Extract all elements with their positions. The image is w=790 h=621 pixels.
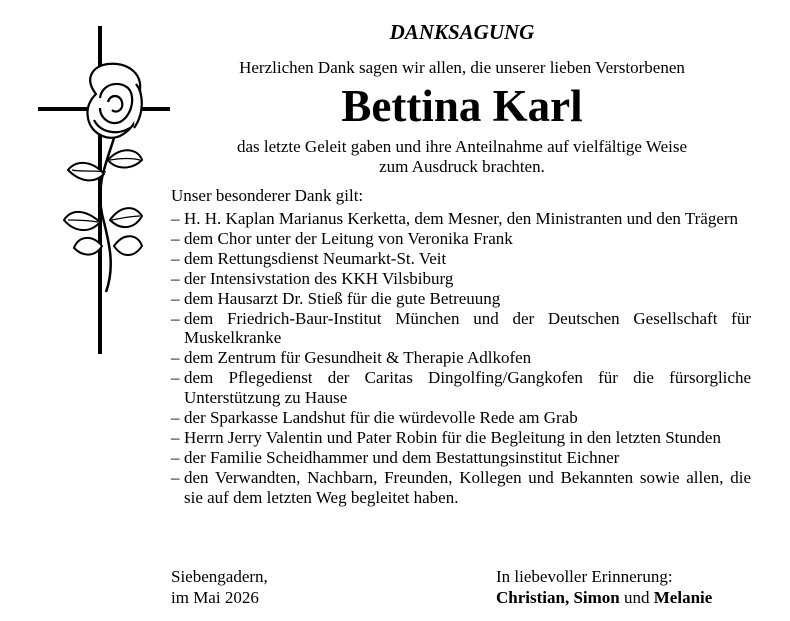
thanks-item: – Herrn Jerry Valentin und Pater Robin für die Begleitung in den letzten Stunden [171, 428, 751, 448]
thanks-item: – dem Chor unter der Leitung von Veronika Frank [171, 229, 751, 249]
place-date [171, 566, 268, 608]
signoff-label: In liebevoller Erinnerung: [496, 567, 673, 586]
subtitle-line-1: das letzte Geleit gaben und ihre Anteilnahme auf vielfältige Weise [236, 137, 688, 156]
deceased-name: Bettina Karl [341, 81, 583, 131]
thanks-item: – dem Pflegedienst der Caritas Dingolfing/Gangkofen für die fürsorgliche Unterstützung zu Hause [171, 368, 751, 408]
thanks-item: – der Sparkasse Landshut für die würdevolle Rede am Grab [171, 408, 751, 428]
notice-heading: DANKSAGUNG [389, 20, 535, 44]
thanks-item: – dem Rettungsdienst Neumarkt-St. Veit [171, 249, 751, 269]
thanks-item: – den Verwandten, Nachbarn, Freunden, Kollegen und Bekannten sowie allen, die sie auf dem letzten Weg begleitet haben. [171, 468, 751, 508]
thanks-item: – dem Zentrum für Gesundheit & Therapie Adlkofen [171, 348, 751, 368]
place: Siebengadern, [171, 567, 268, 586]
subtitle-text [180, 137, 744, 177]
subtitle-line-2: zum Ausdruck brachten. [379, 157, 545, 176]
thanks-item: – dem Hausarzt Dr. Stieß für die gute Betreuung [171, 289, 751, 309]
thanks-item: – der Intensivstation des KKH Vilsbiburg [171, 269, 751, 289]
signoff-and: und [624, 588, 650, 607]
date: im Mai 2026 [171, 588, 259, 607]
intro-line: Herzlichen Dank sagen wir allen, die unserer lieben Verstorbenen [239, 58, 685, 77]
signoff [496, 566, 712, 608]
thanks-intro: Unser besonderer Dank gilt: [171, 186, 364, 205]
thanks-list [171, 209, 751, 508]
thanks-item: – der Familie Scheidhammer und dem Bestattungsinstitut Eichner [171, 448, 751, 468]
thanks-item: – dem Friedrich-Baur-Institut München und der Deutschen Gesellschaft für Muskelkranke [171, 309, 751, 349]
cross-with-rose-icon [36, 24, 171, 354]
thanks-item: – H. H. Kaplan Marianus Kerketta, dem Mesner, den Ministranten und den Trägern [171, 209, 751, 229]
signoff-name-1: Christian, Simon [496, 588, 620, 607]
signoff-names [496, 587, 712, 608]
signoff-name-2: Melanie [653, 588, 713, 607]
